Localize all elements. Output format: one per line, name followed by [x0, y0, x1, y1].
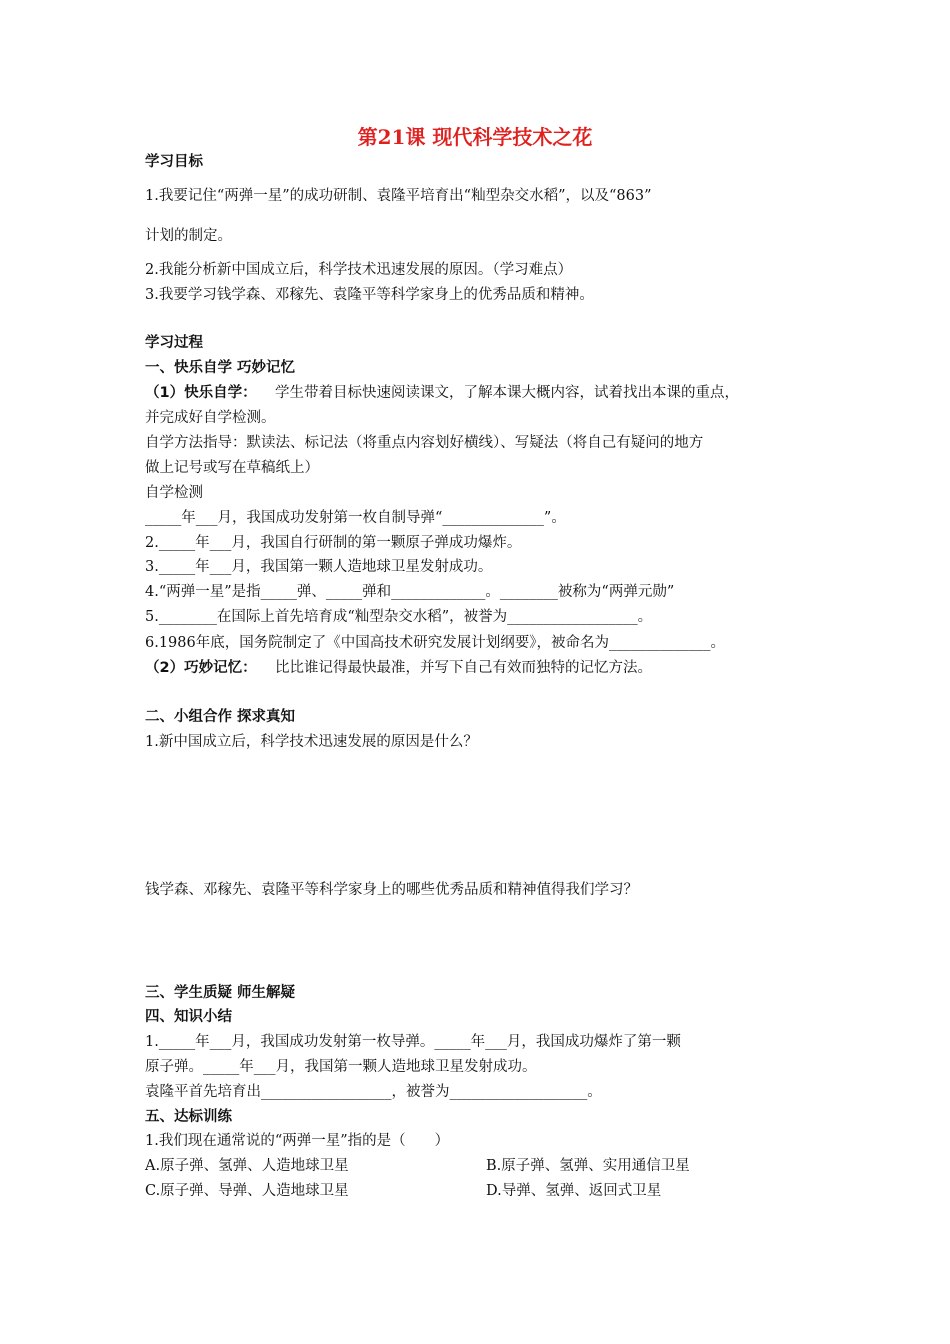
check-question-2: 2._____年___月，我国自行研制的第一颗原子弹成功爆炸。	[145, 535, 522, 551]
method-text-a: 自学方法指导：默读法、标记法（将重点内容划好横线）、写疑法（将自己有疑问的地方	[145, 435, 704, 451]
memory-label: （2）巧妙记忆：	[145, 660, 257, 676]
practice-question-1: 1.我们现在通常说的“两弹一星”指的是（ ）	[145, 1133, 450, 1149]
self-study-line	[145, 383, 739, 403]
summary-line-3: 袁隆平首先培育出__________________，被誉为___________________。	[145, 1084, 602, 1100]
option-c: C.原子弹、导弹、人造地球卫星	[145, 1183, 349, 1199]
option-a: A.原子弹、氢弹、人造地球卫星	[145, 1158, 349, 1174]
goal-item-3: 3.我要学习钱学森、邓稼先、袁隆平等科学家身上的优秀品质和精神。	[145, 287, 594, 303]
memory-line	[145, 658, 652, 678]
check-question-5: 5.________在国际上首先培育成“籼型杂交水稻”，被誉为__________________。	[145, 609, 653, 625]
check-question-4: 4.“两弹一星”是指_____弹、_____弹和_____________。________被称为“两弹元勋”	[145, 584, 675, 600]
check-question-6: 6.1986年底，国务院制定了《中国高技术研究发展计划纲要》，被命名为______________。	[145, 635, 725, 651]
part4-heading: 四、知识小结	[145, 1009, 232, 1025]
part3-heading: 三、学生质疑 师生解疑	[145, 985, 296, 1001]
part2-question-2: 钱学森、邓稼先、袁隆平等科学家身上的哪些优秀品质和精神值得我们学习？	[145, 882, 638, 898]
goal-item-1a: 1.我要记住“两弹一星”的成功研制、袁隆平培育出“籼型杂交水稻”，以及“863”	[145, 188, 652, 204]
self-study-text: 学生带着目标快速阅读课文，了解本课大概内容，试着找出本课的重点，	[275, 385, 740, 401]
self-study-label: （1）快乐自学：	[145, 385, 257, 401]
summary-line-1: 1._____年___月，我国成功发射第一枚导弹。_____年___月，我国成功爆炸了第一颗	[145, 1034, 681, 1050]
goal-item-2: 2.我能分析新中国成立后，科学技术迅速发展的原因。（学习难点）	[145, 262, 573, 278]
goal-item-1b: 计划的制定。	[145, 228, 232, 244]
method-text-b: 做上记号或写在草稿纸上）	[145, 460, 319, 476]
check-heading: 自学检测	[145, 485, 203, 501]
check-question-3: 3._____年___月，我国第一颗人造地球卫星发射成功。	[145, 559, 493, 575]
part1-heading: 一、快乐自学 巧妙记忆	[145, 360, 296, 376]
self-study-text-b: 并完成好自学检测。	[145, 410, 276, 426]
option-d: D.导弹、氢弹、返回式卫星	[486, 1183, 662, 1199]
part5-heading: 五、达标训练	[145, 1109, 232, 1125]
summary-line-2: 原子弹。_____年___月，我国第一颗人造地球卫星发射成功。	[145, 1059, 537, 1075]
memory-text: 比比谁记得最快最准，并写下自己有效而独特的记忆方法。	[275, 660, 653, 676]
part2-question-1: 1.新中国成立后，科学技术迅速发展的原因是什么？	[145, 734, 478, 750]
page-title: 第21课 现代科学技术之花	[357, 125, 593, 149]
option-b: B.原子弹、氢弹、实用通信卫星	[486, 1158, 690, 1174]
process-heading: 学习过程	[145, 335, 203, 351]
goals-heading: 学习目标	[145, 154, 203, 170]
check-question-1: _____年___月，我国成功发射第一枚自制导弹“______________”。	[145, 510, 566, 526]
part2-heading: 二、小组合作 探求真知	[145, 709, 296, 725]
